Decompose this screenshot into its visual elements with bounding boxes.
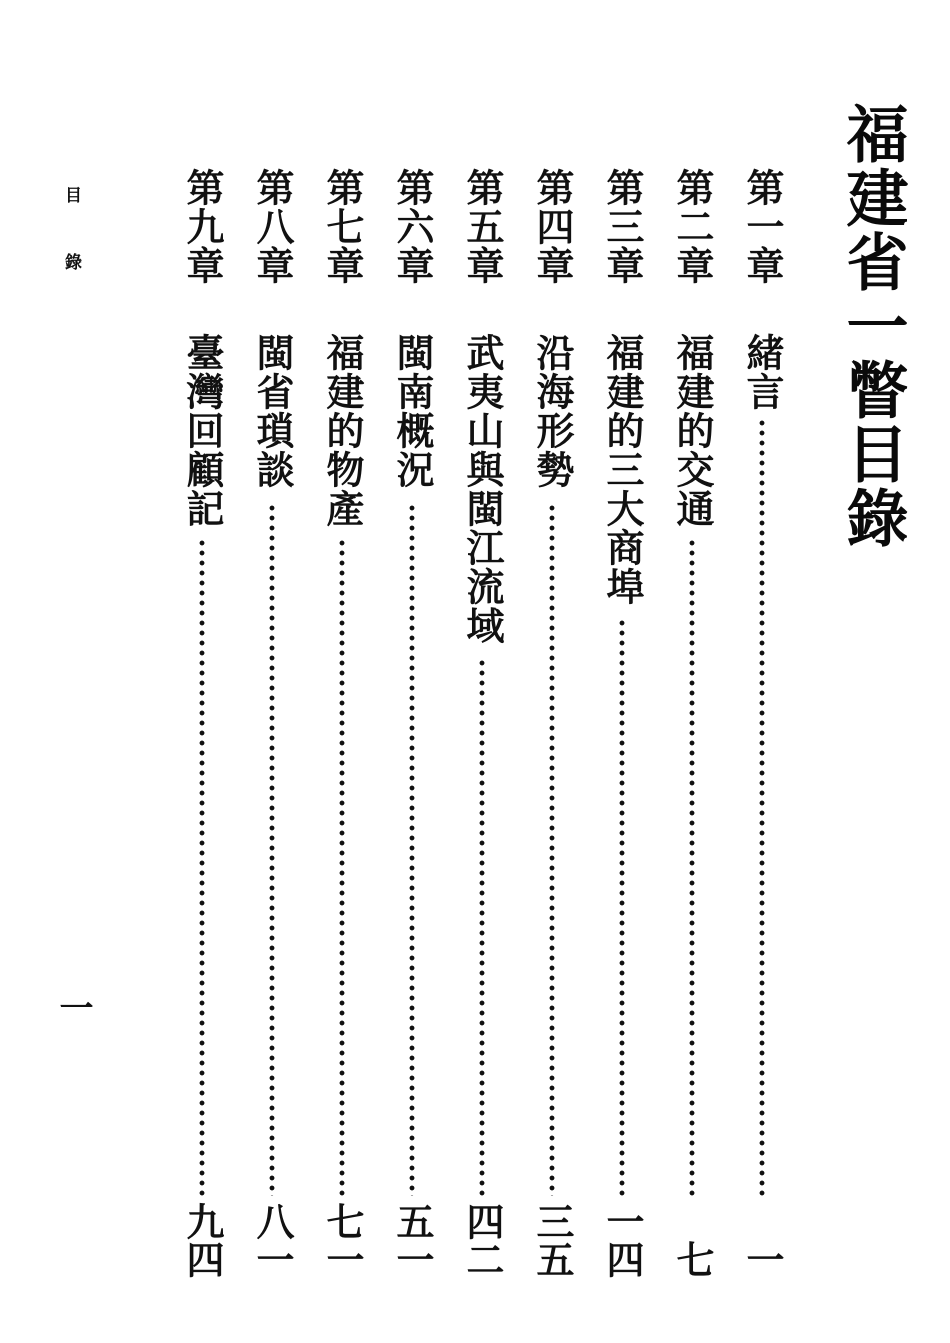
- chapter-label: 第五章: [460, 168, 505, 285]
- chapter-label: 第三章: [600, 168, 645, 285]
- toc-entry-3[interactable]: [600, 168, 644, 1278]
- chapter-label: 第七章: [320, 168, 365, 285]
- running-head: 目錄: [61, 186, 81, 320]
- chapter-label: 第四章: [530, 168, 575, 285]
- chapter-page: 八一: [250, 1202, 295, 1278]
- chapter-label: 第九章: [180, 168, 225, 285]
- chapter-title: 福建的交通: [670, 333, 715, 528]
- toc-entry-4[interactable]: [530, 168, 574, 1278]
- dot-leader: [619, 618, 625, 1196]
- chapter-title: 緒言: [740, 333, 785, 411]
- dot-leader: [199, 538, 205, 1196]
- chapter-page: 五一: [390, 1202, 435, 1278]
- chapter-label: 第八章: [250, 168, 295, 285]
- chapter-label: 第一章: [740, 168, 785, 285]
- dot-leader: [549, 503, 555, 1196]
- chapter-title: 沿海形勢: [530, 333, 575, 489]
- dot-leader: [759, 418, 765, 1196]
- chapter-page: 七: [670, 1240, 715, 1278]
- dot-leader: [269, 503, 275, 1196]
- dot-leader: [339, 538, 345, 1196]
- toc-entry-2[interactable]: [670, 168, 714, 1278]
- chapter-title: 臺灣回顧記: [180, 333, 225, 528]
- chapter-label: 第二章: [670, 168, 715, 285]
- chapter-title: 武夷山與閩江流域: [460, 333, 505, 645]
- page-title: 福建省一瞥目錄: [836, 102, 909, 550]
- chapter-page: 一四: [600, 1202, 645, 1278]
- toc-entry-6[interactable]: [390, 168, 434, 1278]
- dot-leader: [409, 503, 415, 1196]
- chapter-title: 福建的三大商埠: [600, 333, 645, 606]
- chapter-title: 閩南概況: [390, 333, 435, 489]
- toc-entry-7[interactable]: [320, 168, 364, 1278]
- chapter-page: 三五: [530, 1202, 575, 1278]
- chapter-page: 四二: [460, 1202, 505, 1278]
- chapter-page: 九四: [180, 1202, 225, 1278]
- page-number: 一: [53, 990, 93, 1024]
- chapter-title: 福建的物產: [320, 333, 365, 528]
- chapter-label: 第六章: [390, 168, 435, 285]
- chapter-page: 一: [740, 1240, 785, 1278]
- toc-entry-5[interactable]: [460, 168, 504, 1278]
- toc-entry-8[interactable]: [250, 168, 294, 1278]
- dot-leader: [689, 538, 695, 1196]
- dot-leader: [479, 658, 485, 1196]
- chapter-page: 七一: [320, 1202, 365, 1278]
- chapter-title: 閩省瑣談: [250, 333, 295, 489]
- toc-entry-9[interactable]: [180, 168, 224, 1278]
- toc-entry-1[interactable]: [740, 168, 784, 1278]
